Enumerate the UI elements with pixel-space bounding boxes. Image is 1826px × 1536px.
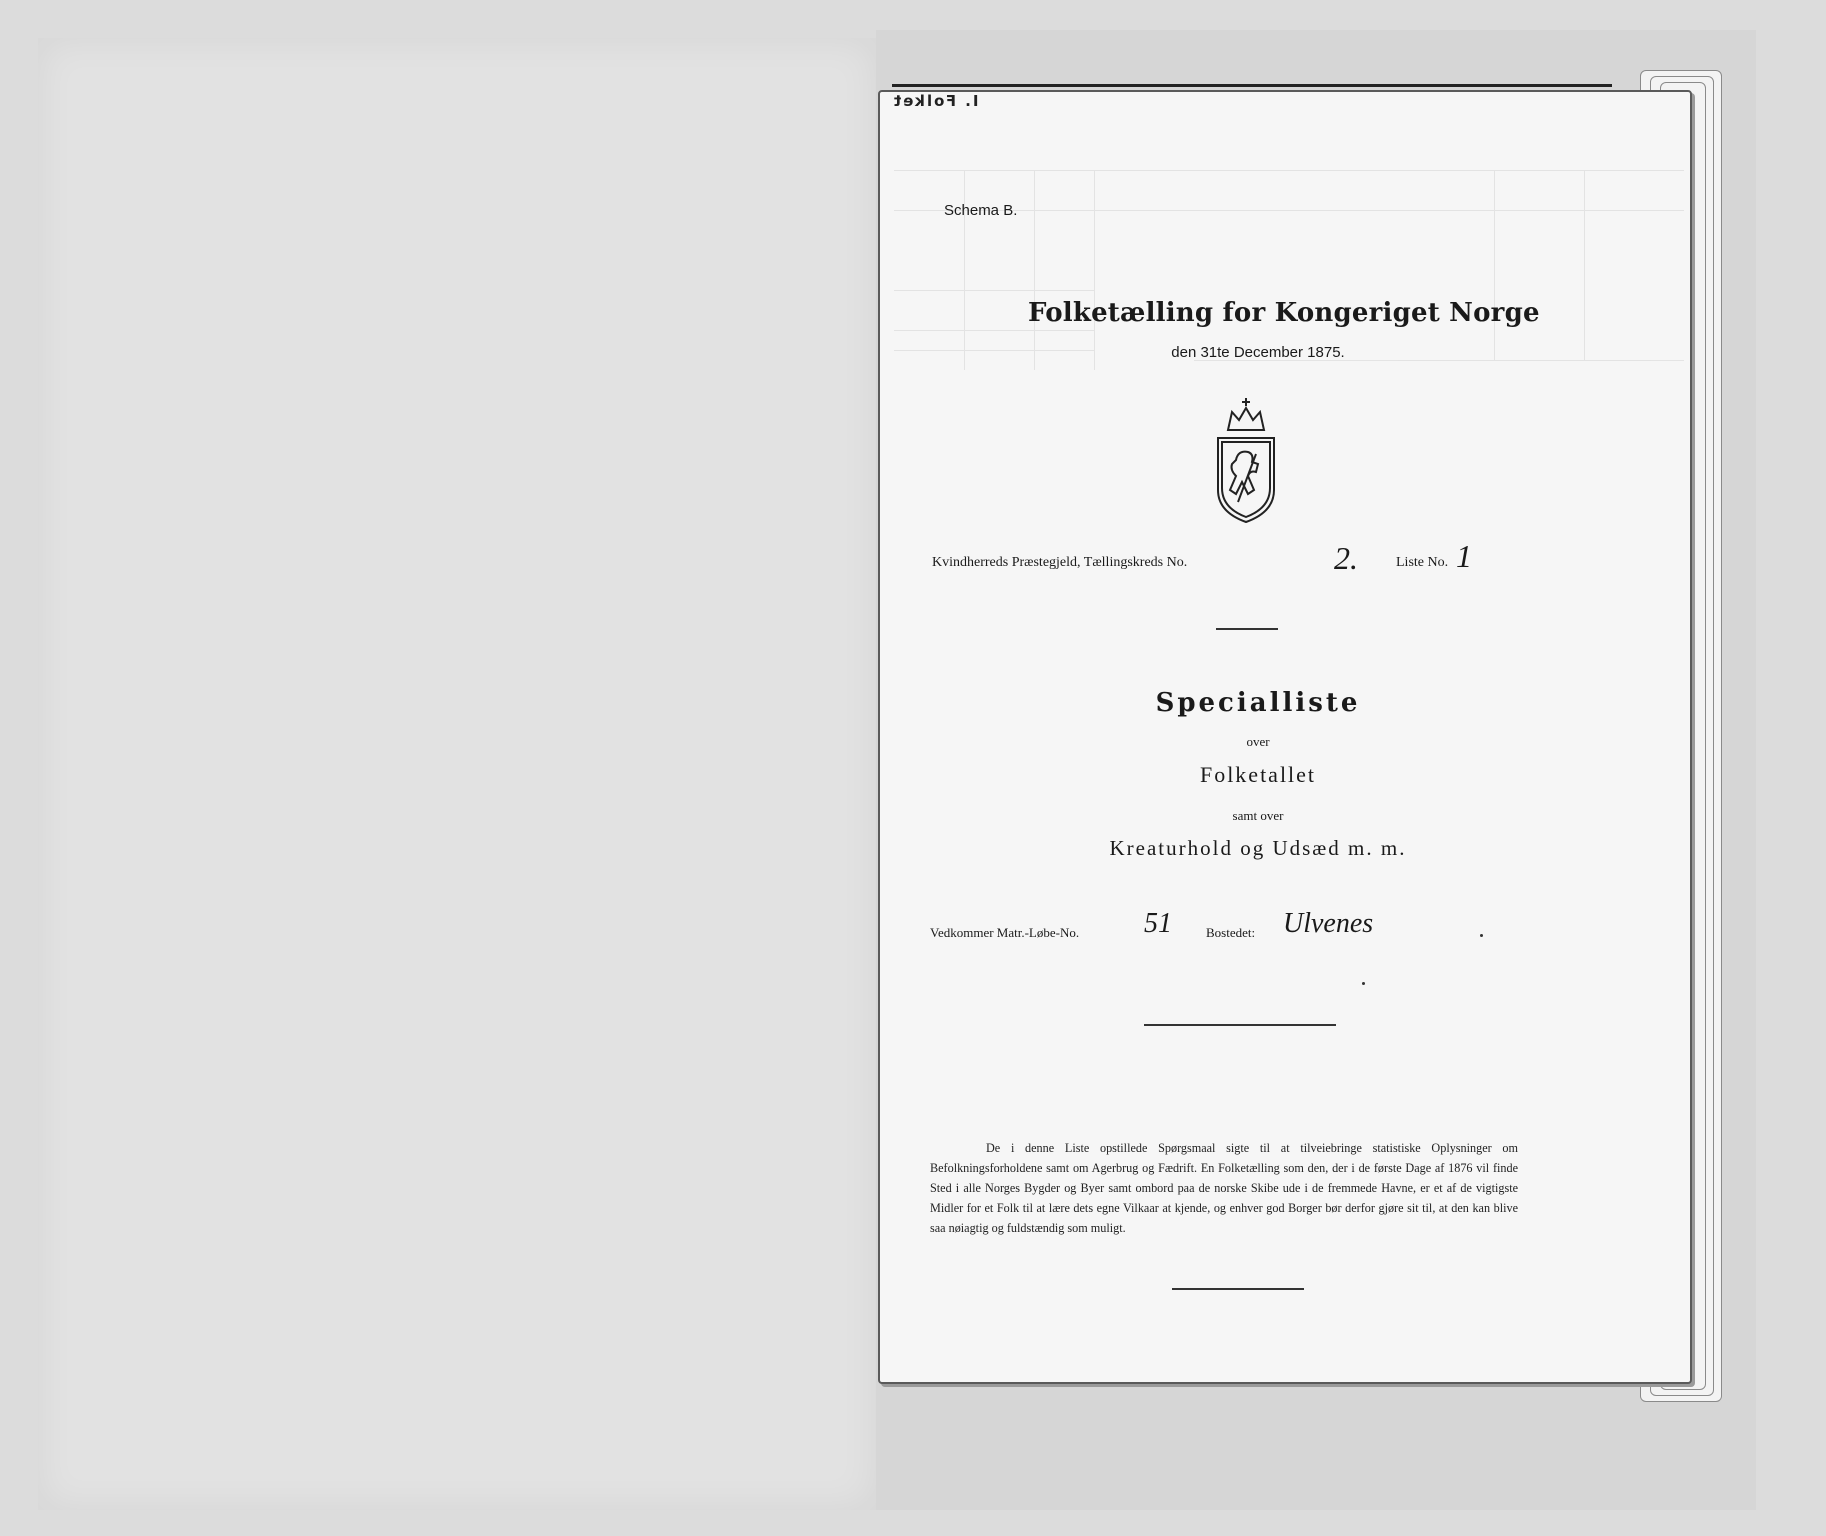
folketallet-heading: Folketallet: [1199, 762, 1317, 787]
left-blank-page: [38, 38, 876, 1510]
bosted-value: Ulvenes: [1283, 908, 1374, 939]
kreds-number: 2.: [1334, 540, 1358, 576]
samt-over-text: samt over: [1232, 808, 1284, 823]
sheet-top-edge: [892, 84, 1612, 87]
notice-paragraph: De i denne Liste opstillede Spørgsmaal sigte til at tilveiebringe statistiske Oplysninger om Befolkningsforholdene samt om Agerbrug og Fædrift. En Folketælling som den, der i de første Dage af 1876 vil finde Sted i alle Norges Bygder og Byer samt ombord paa de norske Skibe ude i de fremmede Havne, er et af de vigtigste Midler for et Folk til at lære dets egne Vilkaar at kjende, og enhver god Borger bør derfor gjøre sit til, at den kan blive saa nøiagtig og fuldstændig som muligt.: [930, 1141, 1518, 1235]
liste-number: 1: [1456, 538, 1472, 574]
divider-bottom: [1172, 1288, 1304, 1290]
matr-number: 51: [1144, 908, 1172, 939]
divider-long: [1144, 1024, 1336, 1026]
liste-label: Liste No.: [1396, 555, 1449, 570]
ink-speck: [1362, 982, 1365, 985]
census-date: den 31te December 1875.: [1171, 344, 1345, 361]
divider-short: [1216, 628, 1278, 630]
bosted-label: Bostedet:: [1206, 925, 1256, 940]
prestegjeld-label: Kvindherreds Præstegjeld, Tællingskreds No.: [932, 555, 1188, 570]
schema-label: Schema B.: [944, 202, 1018, 219]
mirrored-stamp: I. Folket: [892, 92, 979, 110]
over-text: over: [1246, 734, 1270, 749]
norway-lion-shield-icon: [1208, 398, 1284, 524]
kreaturhold-heading: Kreaturhold og Udsæd m. m.: [1109, 836, 1407, 860]
matr-label: Vedkommer Matr.-Løbe-No.: [930, 925, 1080, 940]
specialliste-heading: Specialliste: [1155, 688, 1361, 718]
form-title: Folketælling for Kongeriget Norge: [1028, 298, 1540, 328]
ink-speck: [1480, 934, 1483, 937]
